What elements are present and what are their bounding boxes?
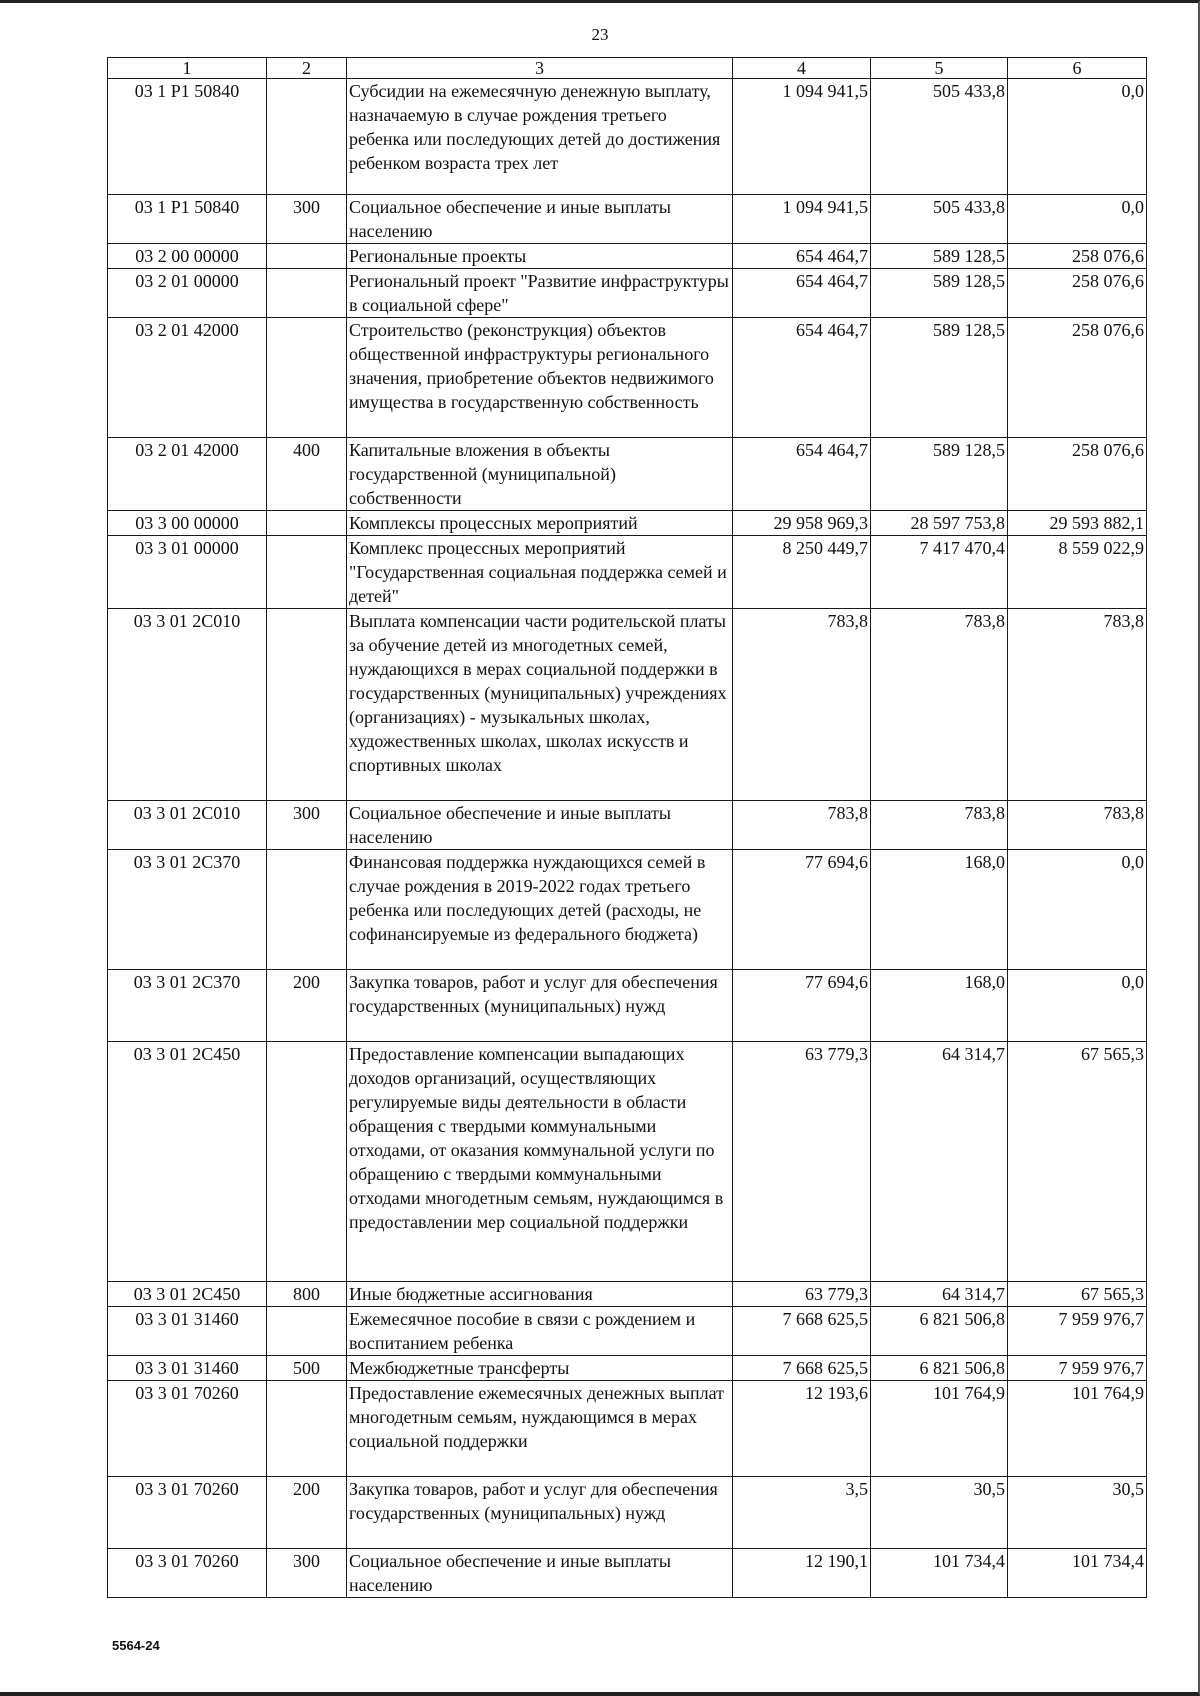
code-cell: 03 3 01 31460 (108, 1356, 267, 1381)
code-cell: 03 3 00 00000 (108, 511, 267, 536)
amount-cell: 505 433,8 (871, 79, 1008, 195)
amount-cell: 7 668 625,5 (733, 1307, 871, 1356)
name-cell: Финансовая поддержка нуждающихся семей в случае рождения в 2019-2022 годах третьего ребенка или последующих детей (расходы, не софинансируемые из федерального бюджета) (347, 850, 733, 970)
name-cell: Социальное обеспечение и иные выплаты населению (347, 1549, 733, 1598)
amount-cell: 654 464,7 (733, 438, 871, 511)
amount-cell: 101 764,9 (1008, 1381, 1147, 1477)
expense-type-cell (267, 1307, 347, 1356)
amount-cell: 30,5 (871, 1477, 1008, 1549)
name-cell: Комплексы процессных мероприятий (347, 511, 733, 536)
table-row (108, 1282, 1147, 1307)
amount-cell: 168,0 (871, 850, 1008, 970)
amount-cell: 29 958 969,3 (733, 511, 871, 536)
table-row (108, 244, 1147, 269)
amount-cell: 63 779,3 (733, 1042, 871, 1282)
amount-cell: 12 190,1 (733, 1549, 871, 1598)
amount-cell: 783,8 (733, 801, 871, 850)
name-cell: Ежемесячное пособие в связи с рождением и воспитанием ребенка (347, 1307, 733, 1356)
table-row (108, 1042, 1147, 1282)
expense-type-cell (267, 511, 347, 536)
table-row (108, 79, 1147, 195)
name-cell: Социальное обеспечение и иные выплаты населению (347, 801, 733, 850)
table-row (108, 1307, 1147, 1356)
expense-type-cell: 800 (267, 1282, 347, 1307)
name-cell: Строительство (реконструкция) объектов общественной инфраструктуры регионального значения, приобретение объектов недвижимого имущества в государственную собственность (347, 318, 733, 438)
expense-type-cell (267, 609, 347, 801)
amount-cell: 654 464,7 (733, 269, 871, 318)
amount-cell: 783,8 (1008, 609, 1147, 801)
amount-cell: 29 593 882,1 (1008, 511, 1147, 536)
name-cell: Комплекс процессных мероприятий "Государственная социальная поддержка семей и детей" (347, 536, 733, 609)
amount-cell: 589 128,5 (871, 438, 1008, 511)
column-number-row (108, 58, 1147, 79)
code-cell: 03 3 01 70260 (108, 1381, 267, 1477)
amount-cell: 7 417 470,4 (871, 536, 1008, 609)
amount-cell: 6 821 506,8 (871, 1307, 1008, 1356)
amount-cell: 101 734,4 (871, 1549, 1008, 1598)
amount-cell: 589 128,5 (871, 244, 1008, 269)
code-cell: 03 3 01 2С450 (108, 1282, 267, 1307)
amount-cell: 783,8 (871, 801, 1008, 850)
page-number: 23 (591, 25, 609, 44)
code-cell: 03 3 01 2С450 (108, 1042, 267, 1282)
expense-type-cell: 300 (267, 195, 347, 244)
code-cell: 03 1 Р1 50840 (108, 79, 267, 195)
code-cell: 03 2 01 42000 (108, 318, 267, 438)
expense-type-cell (267, 850, 347, 970)
code-cell: 03 3 01 2С010 (108, 609, 267, 801)
table-row (108, 1356, 1147, 1381)
name-cell: Выплата компенсации части родительской платы за обучение детей из многодетных семей, нуждающихся в мерах социальной поддержки в государственных (муниципальных) учреждениях (организациях) - музыкальных школах, художественных школах, школах искусств и спортивных школах (347, 609, 733, 801)
table-row (108, 1549, 1147, 1598)
amount-cell: 101 734,4 (1008, 1549, 1147, 1598)
amount-cell: 67 565,3 (1008, 1282, 1147, 1307)
amount-cell: 63 779,3 (733, 1282, 871, 1307)
amount-cell: 0,0 (1008, 850, 1147, 970)
amount-cell: 101 764,9 (871, 1381, 1008, 1477)
table-row (108, 970, 1147, 1042)
expense-type-cell: 200 (267, 1477, 347, 1549)
expense-type-cell (267, 1381, 347, 1477)
amount-cell: 7 959 976,7 (1008, 1356, 1147, 1381)
code-cell: 03 3 01 70260 (108, 1477, 267, 1549)
amount-cell: 168,0 (871, 970, 1008, 1042)
table-row (108, 801, 1147, 850)
column-header: 6 (1008, 58, 1147, 79)
table-row (108, 536, 1147, 609)
table-row (108, 269, 1147, 318)
name-cell: Субсидии на ежемесячную денежную выплату, назначаемую в случае рождения третьего ребенка или последующих детей до достижения ребенком возраста трех лет (347, 79, 733, 195)
code-cell: 03 3 01 70260 (108, 1549, 267, 1598)
table-row (108, 850, 1147, 970)
code-cell: 03 3 01 2С370 (108, 970, 267, 1042)
name-cell: Межбюджетные трансферты (347, 1356, 733, 1381)
amount-cell: 8 559 022,9 (1008, 536, 1147, 609)
amount-cell: 77 694,6 (733, 970, 871, 1042)
amount-cell: 654 464,7 (733, 244, 871, 269)
expense-type-cell (267, 269, 347, 318)
amount-cell: 8 250 449,7 (733, 536, 871, 609)
amount-cell: 0,0 (1008, 79, 1147, 195)
amount-cell: 505 433,8 (871, 195, 1008, 244)
name-cell: Предоставление ежемесячных денежных выплат многодетным семьям, нуждающимся в мерах социальной поддержки (347, 1381, 733, 1477)
expense-type-cell: 300 (267, 801, 347, 850)
amount-cell: 258 076,6 (1008, 244, 1147, 269)
amount-cell: 783,8 (1008, 801, 1147, 850)
amount-cell: 6 821 506,8 (871, 1356, 1008, 1381)
amount-cell: 783,8 (733, 609, 871, 801)
amount-cell: 589 128,5 (871, 269, 1008, 318)
table-row (108, 318, 1147, 438)
budget-table (107, 57, 1147, 1598)
amount-cell: 77 694,6 (733, 850, 871, 970)
table-row (108, 609, 1147, 801)
expense-type-cell: 200 (267, 970, 347, 1042)
amount-cell: 7 959 976,7 (1008, 1307, 1147, 1356)
amount-cell: 64 314,7 (871, 1042, 1008, 1282)
name-cell: Закупка товаров, работ и услуг для обеспечения государственных (муниципальных) нужд (347, 1477, 733, 1549)
amount-cell: 654 464,7 (733, 318, 871, 438)
name-cell: Социальное обеспечение и иные выплаты населению (347, 195, 733, 244)
code-cell: 03 3 01 31460 (108, 1307, 267, 1356)
expense-type-cell: 500 (267, 1356, 347, 1381)
name-cell: Региональные проекты (347, 244, 733, 269)
code-cell: 03 2 00 00000 (108, 244, 267, 269)
name-cell: Предоставление компенсации выпадающих доходов организаций, осуществляющих регулируемые виды деятельности в области обращения с твердыми коммунальными отходами, от оказания коммунальной услуги по обращению с твердыми коммунальными отходами многодетным семьям, нуждающимся в предоставлении мер социальной поддержки (347, 1042, 733, 1282)
amount-cell: 7 668 625,5 (733, 1356, 871, 1381)
table-row (108, 195, 1147, 244)
amount-cell: 3,5 (733, 1477, 871, 1549)
amount-cell: 0,0 (1008, 970, 1147, 1042)
amount-cell: 12 193,6 (733, 1381, 871, 1477)
amount-cell: 28 597 753,8 (871, 511, 1008, 536)
table-row (108, 1381, 1147, 1477)
amount-cell: 0,0 (1008, 195, 1147, 244)
expense-type-cell (267, 79, 347, 195)
amount-cell: 30,5 (1008, 1477, 1147, 1549)
name-cell: Региональный проект "Развитие инфраструктуры в социальной сфере" (347, 269, 733, 318)
table-row (108, 511, 1147, 536)
expense-type-cell: 300 (267, 1549, 347, 1598)
expense-type-cell: 400 (267, 438, 347, 511)
amount-cell: 783,8 (871, 609, 1008, 801)
expense-type-cell (267, 318, 347, 438)
table-row (108, 1477, 1147, 1549)
column-header: 1 (108, 58, 267, 79)
expense-type-cell (267, 244, 347, 269)
name-cell: Закупка товаров, работ и услуг для обеспечения государственных (муниципальных) нужд (347, 970, 733, 1042)
amount-cell: 258 076,6 (1008, 438, 1147, 511)
amount-cell: 1 094 941,5 (733, 195, 871, 244)
code-cell: 03 3 01 2С010 (108, 801, 267, 850)
code-cell: 03 3 01 2С370 (108, 850, 267, 970)
expense-type-cell (267, 1042, 347, 1282)
amount-cell: 67 565,3 (1008, 1042, 1147, 1282)
document-id: 5564-24 (112, 1638, 160, 1653)
amount-cell: 1 094 941,5 (733, 79, 871, 195)
name-cell: Капитальные вложения в объекты государственной (муниципальной) собственности (347, 438, 733, 511)
code-cell: 03 3 01 00000 (108, 536, 267, 609)
column-header: 2 (267, 58, 347, 79)
amount-cell: 64 314,7 (871, 1282, 1008, 1307)
amount-cell: 258 076,6 (1008, 269, 1147, 318)
expense-type-cell (267, 536, 347, 609)
amount-cell: 589 128,5 (871, 318, 1008, 438)
code-cell: 03 1 Р1 50840 (108, 195, 267, 244)
column-header: 5 (871, 58, 1008, 79)
code-cell: 03 2 01 42000 (108, 438, 267, 511)
column-header: 3 (347, 58, 733, 79)
column-header: 4 (733, 58, 871, 79)
amount-cell: 258 076,6 (1008, 318, 1147, 438)
name-cell: Иные бюджетные ассигнования (347, 1282, 733, 1307)
table-row (108, 438, 1147, 511)
code-cell: 03 2 01 00000 (108, 269, 267, 318)
